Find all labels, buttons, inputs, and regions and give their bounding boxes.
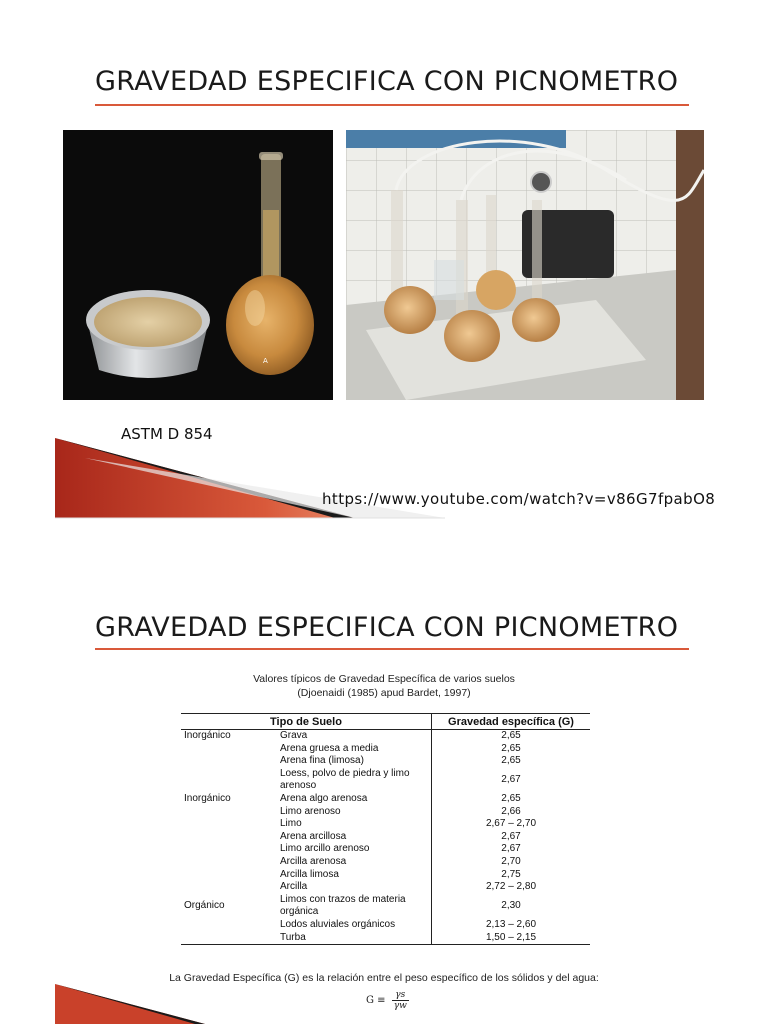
soil-group-cell bbox=[181, 856, 277, 869]
soil-type-cell: Arena arcillosa bbox=[280, 830, 347, 842]
specific-gravity-cell: 2,65 bbox=[432, 743, 591, 756]
photo-soil-and-flask bbox=[63, 130, 333, 400]
svg-text:A: A bbox=[263, 357, 268, 365]
specific-gravity-formula bbox=[366, 990, 409, 1011]
table-row bbox=[181, 743, 590, 756]
specific-gravity-cell: 2,65 bbox=[432, 755, 591, 768]
formula-denominator: γw bbox=[393, 1001, 407, 1011]
table-caption-line-2: (Djoenaidi (1985) apud Bardet, 1997) bbox=[297, 687, 471, 699]
header-specific-gravity: Gravedad específica (G) bbox=[432, 714, 591, 730]
soil-type-cell: Limo arcillo arenoso bbox=[280, 843, 370, 855]
formula-lhs: G ≡ bbox=[366, 995, 386, 1006]
soil-group-cell: Inorgánico bbox=[184, 792, 231, 804]
soil-group-cell bbox=[181, 768, 277, 793]
specific-gravity-cell: 2,30 bbox=[432, 894, 591, 919]
soil-type-cell: Grava bbox=[280, 730, 308, 741]
specific-gravity-cell: 2,67 bbox=[432, 831, 591, 844]
table-row bbox=[181, 881, 590, 894]
photo-lab-setup bbox=[346, 130, 704, 400]
soil-group-cell bbox=[181, 818, 277, 831]
table-row bbox=[181, 843, 590, 856]
decorative-swoosh bbox=[55, 984, 215, 1024]
soil-type-cell: Arcilla bbox=[280, 881, 308, 893]
title-underline bbox=[95, 104, 689, 106]
table-header-row bbox=[181, 714, 590, 730]
table-row bbox=[181, 793, 590, 806]
specific-gravity-table bbox=[181, 713, 590, 945]
specific-gravity-cell: 2,65 bbox=[432, 793, 591, 806]
soil-group-cell bbox=[181, 881, 277, 894]
specific-gravity-cell: 2,67 bbox=[432, 768, 591, 793]
soil-group-cell bbox=[181, 743, 277, 756]
table-row bbox=[181, 831, 590, 844]
header-soil-type: Tipo de Suelo bbox=[181, 714, 432, 730]
soil-group-cell bbox=[181, 831, 277, 844]
table-row bbox=[181, 919, 590, 932]
slide-title: GRAVEDAD ESPECIFICA CON PICNOMETRO bbox=[95, 66, 679, 97]
table-row bbox=[181, 806, 590, 819]
soil-type-cell: Turba bbox=[277, 932, 432, 945]
table-row bbox=[181, 894, 590, 919]
table-row bbox=[181, 869, 590, 882]
soil-type-cell: Limo arenoso bbox=[280, 805, 341, 817]
soil-type-cell: Limo bbox=[280, 818, 302, 830]
specific-gravity-cell: 2,66 bbox=[432, 806, 591, 819]
table-row bbox=[181, 730, 590, 743]
specific-gravity-cell: 2,65 bbox=[432, 730, 591, 743]
specific-gravity-cell: 2,13 – 2,60 bbox=[432, 919, 591, 932]
formula-numerator: γs bbox=[392, 990, 409, 1001]
table-row bbox=[181, 818, 590, 831]
soil-type-cell: Arcilla limosa bbox=[280, 868, 339, 880]
slide-2 bbox=[0, 540, 768, 1024]
table-row bbox=[181, 856, 590, 869]
table-row bbox=[181, 768, 590, 793]
soil-group-cell bbox=[181, 843, 277, 856]
soil-type-cell: Arena fina (limosa) bbox=[280, 755, 364, 767]
soil-group-cell bbox=[181, 869, 277, 882]
soil-type-cell: Limos con trazos de materia orgánica bbox=[280, 893, 406, 918]
standard-reference: ASTM D 854 bbox=[121, 425, 213, 443]
soil-group-cell bbox=[181, 932, 277, 945]
table-row bbox=[181, 932, 590, 945]
video-link[interactable]: https://www.youtube.com/watch?v=v86G7fpabO8 bbox=[322, 490, 716, 508]
specific-gravity-cell: 2,75 bbox=[432, 869, 591, 882]
soil-type-cell: Arena algo arenosa bbox=[280, 792, 368, 804]
specific-gravity-cell: 2,70 bbox=[432, 856, 591, 869]
soil-group-cell: Orgánico bbox=[184, 900, 225, 912]
soil-type-cell: Lodos aluviales orgánicos bbox=[280, 918, 396, 930]
title-underline bbox=[95, 648, 689, 650]
soil-type-cell: Arcilla arenosa bbox=[280, 855, 347, 867]
soil-type-cell: Loess, polvo de piedra y limo arenoso bbox=[280, 767, 410, 792]
specific-gravity-cell: 2,72 – 2,80 bbox=[432, 881, 591, 894]
table-row bbox=[181, 755, 590, 768]
slide-title: GRAVEDAD ESPECIFICA CON PICNOMETRO bbox=[95, 612, 679, 643]
specific-gravity-cell: 2,67 – 2,70 bbox=[432, 818, 591, 831]
specific-gravity-cell: 2,67 bbox=[432, 843, 591, 856]
soil-group-cell bbox=[181, 755, 277, 768]
soil-type-cell: Arena gruesa a media bbox=[280, 742, 379, 754]
soil-group-cell bbox=[181, 919, 277, 932]
specific-gravity-cell: 1,50 – 2,15 bbox=[432, 932, 591, 945]
soil-group-cell bbox=[181, 806, 277, 819]
table-caption-line-1: Valores típicos de Gravedad Específica de varios suelos bbox=[253, 673, 515, 685]
soil-group-cell: Inorgánico bbox=[184, 730, 231, 741]
definition-text: La Gravedad Específica (G) es la relación entre el peso específico de los sólidos y del agua: bbox=[169, 972, 599, 984]
